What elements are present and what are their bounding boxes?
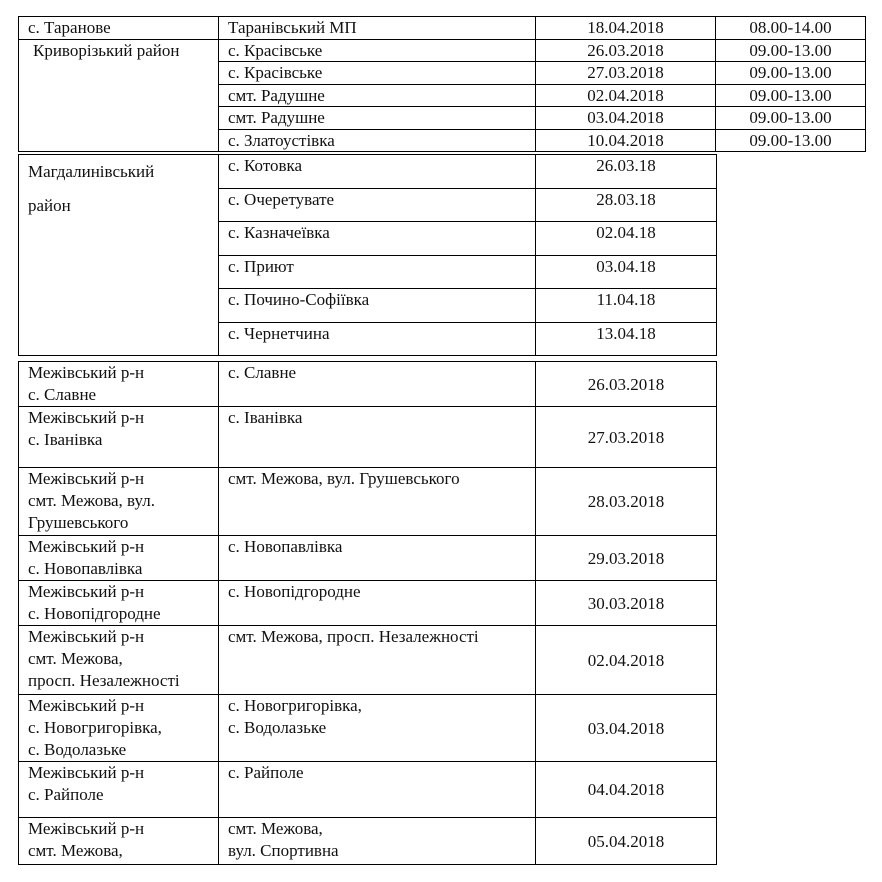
time-cell: 09.00-13.00 [716, 107, 866, 130]
table-row [19, 362, 717, 407]
district-line: Межівський р-н [28, 469, 145, 488]
location-line: смт. Межова, просп. Незалежності [228, 627, 479, 646]
date-cell: 13.04.18 [536, 322, 717, 356]
district-cell [19, 407, 219, 468]
location-line: с. Райполе [228, 763, 304, 782]
date-cell: 30.03.2018 [536, 581, 717, 626]
date-cell: 03.04.2018 [536, 695, 717, 762]
district-cell [19, 762, 219, 818]
time-cell: 09.00-13.00 [716, 84, 866, 107]
district-line: с. Водолазьке [28, 740, 127, 759]
location-cell: с. Приют [219, 255, 536, 289]
district-line: просп. Незалежності [28, 671, 180, 690]
location-cell: с. Почино-Софіївка [219, 289, 536, 323]
time-cell: 09.00-13.00 [716, 39, 866, 62]
district-line: смт. Межова, [28, 649, 123, 668]
schedule-table-top [18, 16, 866, 152]
district-line: район [28, 196, 71, 215]
location-line: вул. Спортивна [228, 841, 339, 860]
location-cell [219, 362, 536, 407]
district-line: Межівський р-н [28, 537, 145, 556]
district-line: с. Новопідгородне [28, 604, 161, 623]
date-cell: 29.03.2018 [536, 536, 717, 581]
district-line: смт. Межова, [28, 841, 123, 860]
location-line: смт. Межова, вул. Грушевського [228, 469, 460, 488]
date-cell: 10.04.2018 [536, 129, 716, 152]
location-line: с. Іванівка [228, 408, 303, 427]
district-line: Магдалинівський [28, 162, 155, 181]
district-cell [19, 695, 219, 762]
district-cell [19, 362, 219, 407]
location-line: с. Славне [228, 363, 297, 382]
district-cell [19, 155, 219, 356]
location-cell [219, 536, 536, 581]
location-cell: Таранівський МП [219, 17, 536, 40]
location-cell: с. Красівське [219, 62, 536, 85]
district-cell: с. Таранове [19, 17, 219, 40]
date-cell: 02.04.18 [536, 222, 717, 256]
date-cell: 26.03.18 [536, 155, 717, 189]
date-cell: 03.04.18 [536, 255, 717, 289]
location-line: с. Новопідгородне [228, 582, 361, 601]
location-cell: с. Казначеївка [219, 222, 536, 256]
location-cell [219, 626, 536, 695]
location-line: с. Новопавлівка [228, 537, 343, 556]
date-cell: 03.04.2018 [536, 107, 716, 130]
district-line: с. Новопавлівка [28, 559, 143, 578]
district-cell [19, 468, 219, 536]
district-line: Межівський р-н [28, 696, 145, 715]
location-cell: с. Котовка [219, 155, 536, 189]
district-line: с. Славне [28, 385, 97, 404]
district-cell [19, 818, 219, 865]
schedule-table-magdalynivskyi [18, 154, 717, 356]
table-row [19, 818, 717, 865]
district-cell [19, 626, 219, 695]
table-row [19, 626, 717, 695]
district-line: Межівський р-н [28, 582, 145, 601]
location-cell [219, 581, 536, 626]
location-cell [219, 695, 536, 762]
date-cell: 05.04.2018 [536, 818, 717, 865]
time-cell: 08.00-14.00 [716, 17, 866, 40]
location-cell [219, 407, 536, 468]
date-cell: 26.03.2018 [536, 39, 716, 62]
date-cell: 28.03.18 [536, 188, 717, 222]
table-row [19, 407, 717, 468]
table-row [19, 762, 717, 818]
table-row [19, 39, 866, 62]
district-line: Межівський р-н [28, 763, 145, 782]
location-line: с. Новогригорівка, [228, 696, 362, 715]
district-line: Межівський р-н [28, 627, 145, 646]
date-cell: 04.04.2018 [536, 762, 717, 818]
date-cell: 27.03.2018 [536, 62, 716, 85]
district-line: Межівський р-н [28, 363, 145, 382]
date-cell: 28.03.2018 [536, 468, 717, 536]
table-row [19, 468, 717, 536]
date-cell: 27.03.2018 [536, 407, 717, 468]
district-cell: Криворізький район [19, 39, 219, 152]
district-line: с. Новогригорівка, [28, 718, 162, 737]
table-row [19, 17, 866, 40]
table-row [19, 155, 717, 189]
location-cell: с. Очеретувате [219, 188, 536, 222]
district-cell [19, 536, 219, 581]
table-row [19, 695, 717, 762]
schedule-table-mezhivskyi [18, 361, 717, 865]
district-line: Межівський р-н [28, 819, 145, 838]
location-cell: смт. Радушне [219, 84, 536, 107]
district-line: с. Райполе [28, 785, 104, 804]
date-cell: 02.04.2018 [536, 626, 717, 695]
district-line: Грушевського [28, 513, 129, 532]
location-cell: с. Красівське [219, 39, 536, 62]
location-line: с. Водолазьке [228, 718, 327, 737]
location-cell [219, 818, 536, 865]
location-cell: с. Чернетчина [219, 322, 536, 356]
district-cell [19, 581, 219, 626]
location-cell: смт. Радушне [219, 107, 536, 130]
table-row [19, 581, 717, 626]
location-cell [219, 762, 536, 818]
date-cell: 11.04.18 [536, 289, 717, 323]
time-cell: 09.00-13.00 [716, 129, 866, 152]
district-line: с. Іванівка [28, 430, 103, 449]
location-line: смт. Межова, [228, 819, 323, 838]
district-line: смт. Межова, вул. [28, 491, 155, 510]
table-row [19, 536, 717, 581]
date-cell: 02.04.2018 [536, 84, 716, 107]
location-cell [219, 468, 536, 536]
date-cell: 18.04.2018 [536, 17, 716, 40]
date-cell: 26.03.2018 [536, 362, 717, 407]
district-line: Межівський р-н [28, 408, 145, 427]
time-cell: 09.00-13.00 [716, 62, 866, 85]
location-cell: с. Златоустівка [219, 129, 536, 152]
